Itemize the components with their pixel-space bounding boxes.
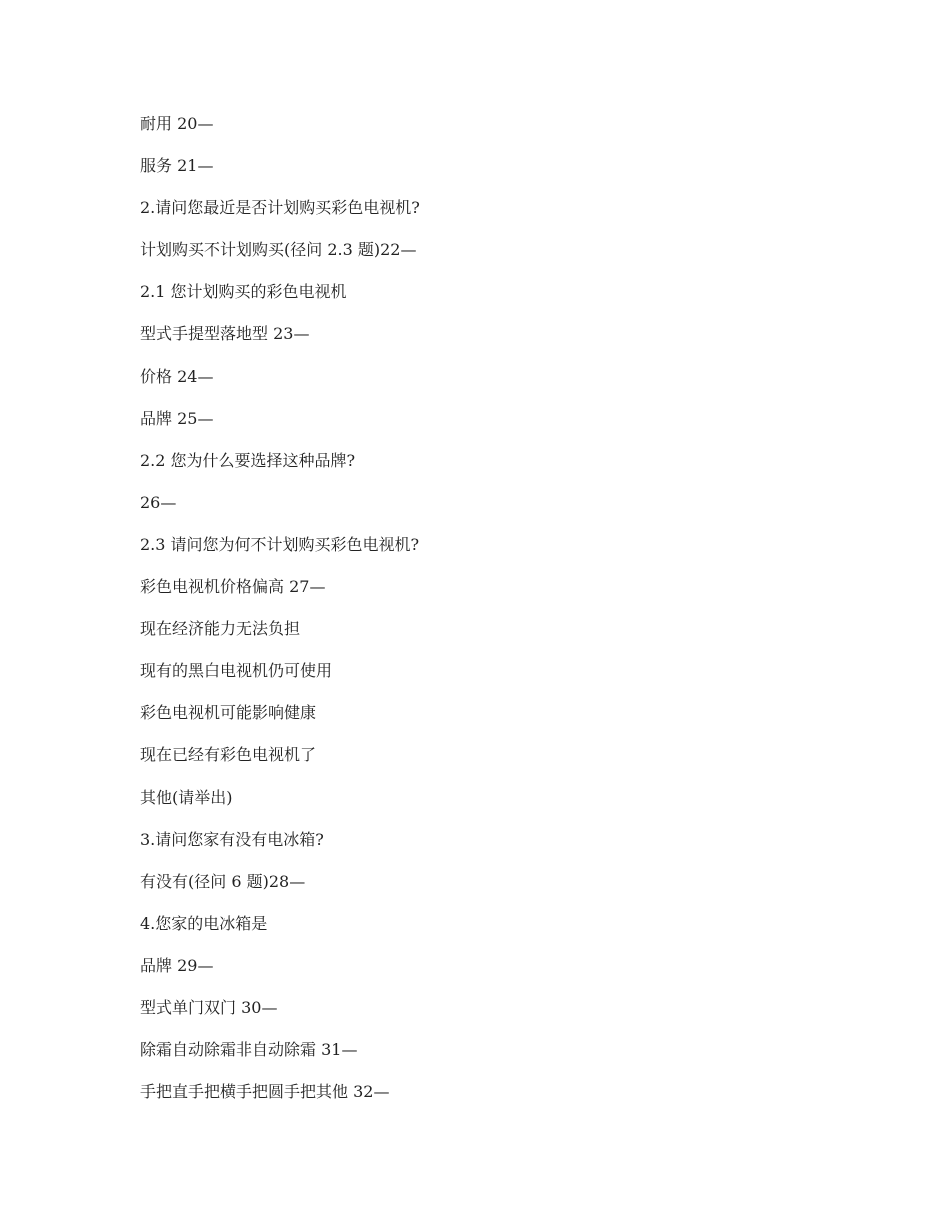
text-line: 计划购买不计划购买(径问 2.3 题)22— <box>140 240 417 260</box>
text-line: 耐用 20— <box>140 114 214 133</box>
questionnaire-text <box>140 112 420 1122</box>
text-line: 26— <box>140 492 177 512</box>
text-line: 现有的黑白电视机仍可使用 <box>140 661 333 681</box>
text-line: 服务 21— <box>140 156 214 176</box>
text-line: 品牌 29— <box>140 955 214 975</box>
text-line: 价格 24— <box>140 366 214 386</box>
text-line: 彩色电视机可能影响健康 <box>140 703 317 723</box>
question-line: 2.2 您为什么要选择这种品牌? <box>140 450 356 470</box>
question-line: 2.1 您计划购买的彩色电视机 <box>140 282 347 302</box>
text-line: 手把直手把横手把圆手把其他 32— <box>140 1082 390 1102</box>
text-line: 现在已经有彩色电视机了 <box>140 745 317 765</box>
text-line: 其他(请举出) <box>140 787 233 807</box>
text-line: 品牌 25— <box>140 408 214 428</box>
text-line: 现在经济能力无法负担 <box>140 619 301 639</box>
question-line: 4.您家的电冰箱是 <box>140 913 268 933</box>
question-line: 3.请问您家有没有电冰箱? <box>140 829 324 849</box>
text-line: 彩色电视机价格偏高 27— <box>140 577 326 597</box>
text-line: 有没有(径问 6 题)28— <box>140 871 306 891</box>
question-line: 2.请问您最近是否计划购买彩色电视机? <box>140 198 420 218</box>
text-line: 除霜自动除霜非自动除霜 31— <box>140 1040 358 1060</box>
text-line: 型式单门双门 30— <box>140 997 278 1017</box>
question-line: 2.3 请问您为何不计划购买彩色电视机? <box>140 534 420 554</box>
text-line: 型式手提型落地型 23— <box>140 324 310 344</box>
